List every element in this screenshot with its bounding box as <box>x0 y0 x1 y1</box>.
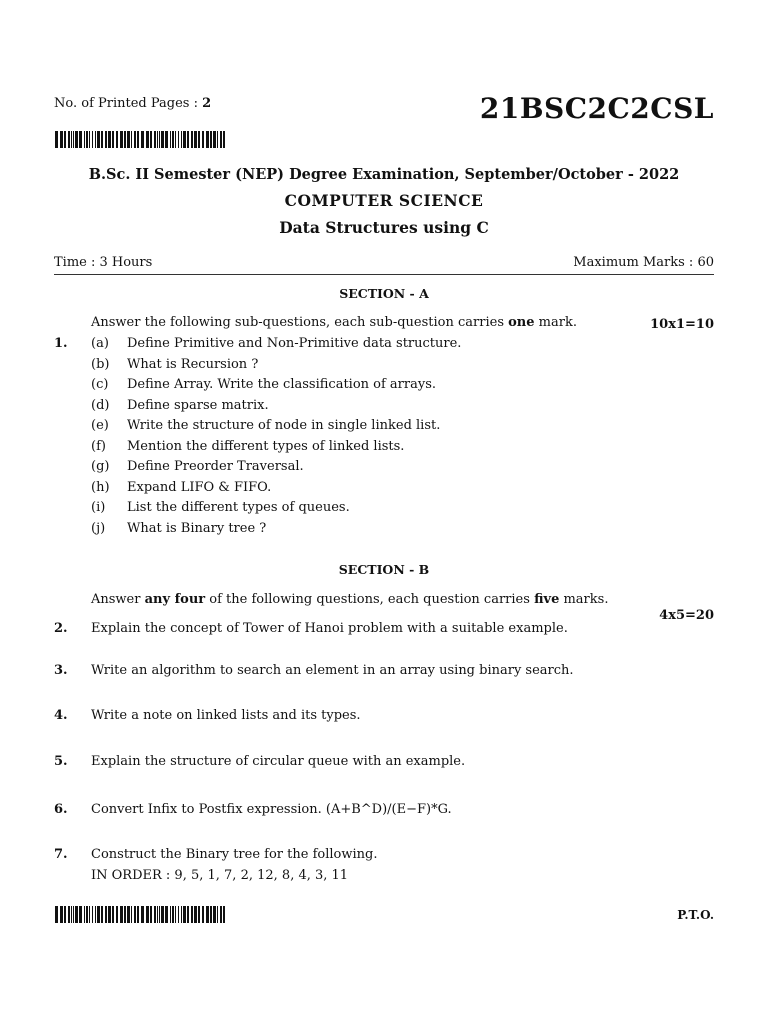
barcode-bar <box>92 131 93 148</box>
barcode-bar <box>127 906 130 923</box>
barcode-bar <box>86 906 88 923</box>
barcode-bar <box>134 131 136 148</box>
barcode-bar <box>71 906 72 923</box>
question-text-3: Write an algorithm to search an element in an array using binary search. <box>91 663 574 678</box>
barcode-bar <box>73 131 74 148</box>
barcode-bar <box>217 131 218 148</box>
barcode-bar <box>223 906 225 923</box>
barcode-bar <box>95 131 96 148</box>
time-label: Time : 3 Hours <box>54 255 153 270</box>
barcode-bar <box>198 131 200 148</box>
barcode-bar <box>170 131 171 148</box>
barcode-bar <box>146 131 149 148</box>
barcode-bar <box>178 131 179 148</box>
barcode-bar <box>137 131 139 148</box>
barcode-bar <box>220 906 222 923</box>
barcode-bar <box>124 131 126 148</box>
section-b-marks: 4x5=20 <box>659 608 714 623</box>
section-b-title: SECTION - B <box>338 562 430 577</box>
barcode-bar <box>213 131 216 148</box>
section-a-marks: 10x1=10 <box>650 317 714 332</box>
barcode-bar <box>213 906 216 923</box>
barcode-bar <box>161 131 164 148</box>
barcode-bar <box>60 906 63 923</box>
question-text-6: Convert Infix to Postfix expression. (A+B^D)/(E−F)*G. <box>91 802 452 817</box>
barcode-bar <box>112 906 114 923</box>
barcode-bar <box>97 131 100 148</box>
barcode-bar <box>101 131 103 148</box>
barcode-bar <box>116 906 118 923</box>
barcode-bar <box>198 906 200 923</box>
sub-question-a: (a) Define Primitive and Non-Primitive data structure. <box>91 336 462 351</box>
paper-title: Data Structures using C <box>279 218 489 237</box>
barcode-bar <box>191 906 193 923</box>
barcode-bar <box>220 131 222 148</box>
barcode-bar <box>79 131 82 148</box>
barcode-bar <box>181 906 182 923</box>
barcode-bar <box>95 906 96 923</box>
barcode-bar <box>60 131 63 148</box>
barcode-bar <box>108 906 111 923</box>
exam-meta <box>54 255 714 270</box>
max-marks-label: Maximum Marks : 60 <box>573 255 714 270</box>
printed-pages-label: No. of Printed Pages : <box>54 96 198 111</box>
barcode-bottom <box>55 906 227 923</box>
barcode-bar <box>105 906 107 923</box>
barcode-top <box>55 131 227 148</box>
barcode-bar <box>75 131 78 148</box>
barcode-bar <box>217 906 218 923</box>
barcode-bar <box>223 131 225 148</box>
barcode-bar <box>127 131 130 148</box>
sub-question-d: (d) Define sparse matrix. <box>91 397 269 413</box>
question-text-7: Construct the Binary tree for the following. <box>91 847 378 862</box>
question-number-2: 2. <box>54 621 68 636</box>
question-number-1: 1. <box>54 336 68 351</box>
barcode-bar <box>131 906 132 923</box>
question-text-5: Explain the structure of circular queue with an example. <box>91 754 466 769</box>
barcode-bar <box>134 906 136 923</box>
barcode-bar <box>181 131 182 148</box>
paper-code: 21BSC2C2CSL <box>479 92 714 125</box>
barcode-bar <box>137 906 139 923</box>
barcode-bar <box>183 906 186 923</box>
barcode-bar <box>141 906 144 923</box>
barcode-bar <box>116 131 118 148</box>
barcode-bar <box>124 906 126 923</box>
barcode-bar <box>157 131 158 148</box>
question-number-3: 3. <box>54 663 68 678</box>
barcode-bar <box>86 131 88 148</box>
barcode-bar <box>210 906 212 923</box>
barcode-bar <box>191 131 193 148</box>
divider <box>54 274 714 275</box>
question-number-4: 4. <box>54 708 68 723</box>
question-number-7: 7. <box>54 847 68 862</box>
barcode-bar <box>131 131 132 148</box>
barcode-bar <box>154 131 156 148</box>
printed-pages <box>54 96 211 111</box>
barcode-bar <box>206 131 209 148</box>
exam-title: B.Sc. II Semester (NEP) Degree Examination, September/October - 2022 <box>88 166 680 183</box>
question-number-5: 5. <box>54 754 68 769</box>
barcode-bar <box>141 131 144 148</box>
barcode-bar <box>202 906 204 923</box>
question-text-4: Write a note on linked lists and its types. <box>91 708 361 723</box>
subject-title: COMPUTER SCIENCE <box>284 191 484 210</box>
barcode-bar <box>159 131 160 148</box>
barcode-bar <box>170 906 171 923</box>
sub-question-f: (f) Mention the different types of linked lists. <box>91 438 405 454</box>
barcode-bar <box>150 906 152 923</box>
barcode-bar <box>112 131 114 148</box>
barcode-bar <box>165 906 168 923</box>
barcode-bar <box>150 131 152 148</box>
barcode-bar <box>159 906 160 923</box>
barcode-bar <box>206 906 209 923</box>
sub-question-b: (b) What is Recursion ? <box>91 356 259 372</box>
section-b-instruction: Answer any four of the following questions, each question carries five marks. <box>91 592 609 607</box>
barcode-bar <box>68 131 70 148</box>
section-a-title: SECTION - A <box>339 286 429 301</box>
barcode-bar <box>210 131 212 148</box>
sub-question-h: (h) Expand LIFO & FIFO. <box>91 479 272 495</box>
barcode-bar <box>89 131 90 148</box>
barcode-bar <box>64 131 66 148</box>
barcode-bar <box>97 906 100 923</box>
barcode-bar <box>161 906 164 923</box>
sub-question-c: (c) Define Array. Write the classification of arrays. <box>91 377 437 392</box>
question-text-2: Explain the concept of Tower of Hanoi problem with a suitable example. <box>91 621 568 636</box>
barcode-bar <box>175 906 176 923</box>
barcode-bar <box>202 131 204 148</box>
barcode-bar <box>165 131 168 148</box>
question-text-7-inorder: IN ORDER : 9, 5, 1, 7, 2, 12, 8, 4, 3, 11 <box>91 868 349 883</box>
barcode-bar <box>68 906 70 923</box>
sub-question-g: (g) Define Preorder Traversal. <box>91 459 304 474</box>
sub-question-i: (i) List the different types of queues. <box>91 500 350 515</box>
barcode-bar <box>194 131 197 148</box>
barcode-bar <box>146 906 149 923</box>
barcode-bar <box>183 131 186 148</box>
sub-question-e: (e) Write the structure of node in single linked list. <box>91 418 441 433</box>
barcode-bar <box>187 906 189 923</box>
barcode-bar <box>71 131 72 148</box>
printed-pages-value: 2 <box>202 96 212 111</box>
barcode-bar <box>55 131 58 148</box>
barcode-bar <box>101 906 103 923</box>
barcode-bar <box>108 131 111 148</box>
barcode-bar <box>92 906 93 923</box>
barcode-bar <box>84 131 85 148</box>
barcode-bar <box>89 906 90 923</box>
pto-label: P.T.O. <box>677 908 714 922</box>
sub-question-j: (j) What is Binary tree ? <box>91 520 267 536</box>
barcode-bar <box>178 906 179 923</box>
barcode-bar <box>157 906 158 923</box>
barcode-bar <box>73 906 74 923</box>
barcode-bar <box>172 131 174 148</box>
barcode-bar <box>120 906 123 923</box>
barcode-bar <box>172 906 174 923</box>
barcode-bar <box>64 906 66 923</box>
barcode-bar <box>75 906 78 923</box>
question-number-6: 6. <box>54 802 68 817</box>
barcode-bar <box>187 131 189 148</box>
barcode-bar <box>55 906 58 923</box>
barcode-bar <box>84 906 85 923</box>
barcode-bar <box>154 906 156 923</box>
barcode-bar <box>175 131 176 148</box>
barcode-bar <box>120 131 123 148</box>
barcode-bar <box>194 906 197 923</box>
barcode-bar <box>79 906 82 923</box>
barcode-bar <box>105 131 107 148</box>
section-a-instruction: Answer the following sub-questions, each sub-question carries one mark. <box>91 315 577 330</box>
